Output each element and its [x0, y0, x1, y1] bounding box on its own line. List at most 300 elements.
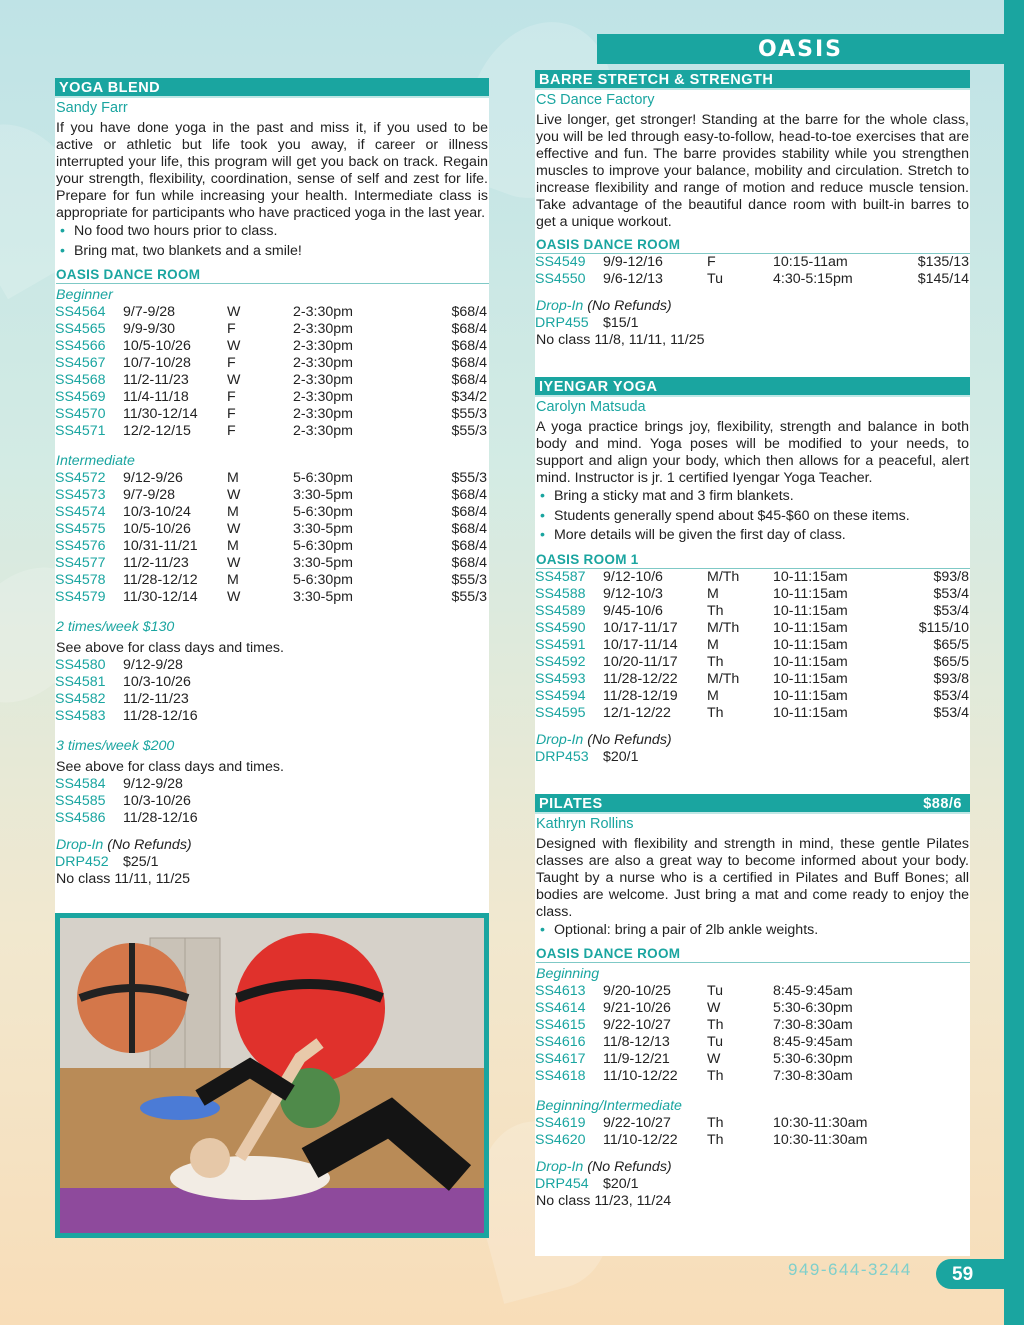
class-time: 10:15-11am: [773, 254, 848, 270]
dropin-note: (No Refunds): [587, 731, 672, 748]
class-time: 10:30-11:30am: [773, 1132, 868, 1148]
level-label: Beginning/Intermediate: [536, 1098, 682, 1114]
class-dates: 11/4-11/18: [123, 389, 189, 405]
instructor-name: Sandy Farr: [56, 100, 128, 116]
class-row: [535, 705, 970, 722]
class-code[interactable]: SS4594: [535, 687, 586, 704]
class-dates: 9/21-10/26: [603, 1000, 671, 1016]
package-label: 3 times/week $200: [56, 738, 175, 754]
class-dates: 9/12-9/28: [123, 657, 183, 673]
instructor-name: CS Dance Factory: [536, 92, 655, 108]
class-day: M: [707, 687, 719, 704]
class-list: [55, 470, 489, 606]
class-code[interactable]: SS4595: [535, 704, 586, 721]
class-code[interactable]: SS4620: [535, 1132, 586, 1148]
class-dates: 9/7-9/28: [123, 304, 176, 320]
class-dates: 10/17-11/14: [603, 636, 678, 653]
class-fee: $68/4: [451, 504, 487, 520]
class-day: M: [227, 504, 239, 520]
dropin-line: [536, 1159, 970, 1176]
class-dates: 9/12-10/6: [603, 568, 663, 585]
section-banner: OASIS: [597, 34, 1004, 64]
class-day: M: [227, 538, 239, 554]
class-time: 7:30-8:30am: [773, 1068, 853, 1084]
class-code[interactable]: DRP453: [535, 748, 589, 765]
dropin-note: (No Refunds): [107, 837, 192, 853]
photo-content: [60, 918, 484, 1233]
room-heading: OASIS ROOM 1: [536, 552, 970, 569]
dropin-row: [55, 854, 489, 871]
class-day: Th: [707, 704, 724, 721]
class-day: W: [227, 487, 241, 503]
class-day: F: [227, 423, 236, 439]
photo-illustration: [60, 918, 484, 1233]
class-day: M: [707, 585, 719, 602]
class-code[interactable]: SS4616: [535, 1034, 586, 1050]
class-row: [55, 674, 489, 691]
class-day: F: [227, 355, 236, 371]
class-fee: $68/4: [451, 487, 487, 503]
class-day: F: [227, 406, 236, 422]
class-day: M/Th: [707, 619, 740, 636]
class-dates: 12/2-12/15: [123, 423, 191, 439]
class-dates: 11/2-11/23: [123, 372, 189, 388]
class-fee: $93/8: [933, 670, 969, 687]
class-list: [55, 776, 489, 827]
class-fee: $53/4: [933, 704, 969, 721]
class-fee: $145/14: [917, 271, 969, 287]
class-day: Th: [707, 653, 724, 670]
class-day: W: [707, 1000, 721, 1016]
class-time: 10:30-11:30am: [773, 1115, 868, 1131]
class-time: 10-11:15am: [773, 670, 848, 687]
class-code[interactable]: SS4567: [55, 355, 106, 371]
class-code[interactable]: SS4578: [55, 572, 106, 588]
class-fee: $55/3: [451, 406, 487, 422]
section-price: $88/6: [923, 795, 962, 812]
class-day: W: [227, 304, 241, 320]
package-note: See above for class days and times.: [56, 759, 284, 775]
class-dates: 9/12-10/3: [603, 585, 663, 602]
class-dates: 10/20-11/17: [603, 653, 678, 670]
class-dates: 11/9-12/21: [603, 1051, 670, 1067]
class-code[interactable]: SS4574: [55, 504, 106, 520]
class-dates: 11/2-11/23: [123, 691, 189, 707]
class-row: [55, 321, 489, 338]
class-code[interactable]: SS4570: [55, 406, 106, 422]
class-time: 10-11:15am: [773, 568, 848, 585]
class-time: 5-6:30pm: [293, 504, 353, 520]
class-fee: $53/4: [933, 602, 969, 619]
class-day: W: [227, 589, 241, 605]
class-dates: 10/7-10/28: [123, 355, 191, 371]
class-row: [55, 389, 489, 406]
yoga-blend-section: [55, 78, 489, 914]
class-row: [55, 423, 489, 440]
class-dates: 11/30-12/14: [123, 406, 198, 422]
class-code[interactable]: SS4565: [55, 321, 106, 337]
class-row: [55, 657, 489, 674]
class-dates: 10/31-11/21: [123, 538, 198, 554]
class-row: [55, 776, 489, 793]
class-dates: 11/30-12/14: [123, 589, 198, 605]
class-row: [55, 691, 489, 708]
class-day: Tu: [707, 983, 724, 999]
class-code[interactable]: SS4583: [55, 708, 106, 724]
class-code[interactable]: SS4569: [55, 389, 106, 405]
class-fee: $135/13: [917, 254, 969, 270]
room-heading: OASIS DANCE ROOM: [536, 946, 970, 963]
class-code[interactable]: SS4550: [535, 271, 586, 287]
class-code[interactable]: SS4586: [55, 810, 106, 826]
dropin-label: Drop-In: [536, 731, 584, 748]
class-code[interactable]: SS4614: [535, 1000, 586, 1016]
section-header: [535, 377, 970, 397]
bullet-item: • Bring a sticky mat and 3 firm blankets.: [540, 487, 970, 507]
class-time: 5:30-6:30pm: [773, 1000, 853, 1016]
instructor-name: Kathryn Rollins: [536, 815, 634, 832]
class-time: 3:30-5pm: [293, 521, 353, 537]
class-code[interactable]: SS4591: [535, 636, 586, 653]
class-code[interactable]: SS4564: [55, 304, 106, 320]
class-row: [55, 708, 489, 725]
class-code[interactable]: SS4549: [535, 254, 586, 270]
class-dates: 9/9-12/16: [603, 254, 663, 270]
class-dates: 9/6-12/13: [603, 271, 663, 287]
class-day: M/Th: [707, 568, 740, 585]
class-fee: $68/4: [451, 321, 487, 337]
class-row: [535, 1000, 970, 1017]
class-day: Th: [707, 1017, 724, 1033]
class-code[interactable]: SS4568: [55, 372, 106, 388]
class-fee: $68/4: [451, 338, 487, 354]
class-code[interactable]: SS4619: [535, 1115, 586, 1131]
class-row: [55, 521, 489, 538]
class-time: 2-3:30pm: [293, 372, 353, 388]
class-code[interactable]: SS4617: [535, 1051, 586, 1067]
class-fee: $68/4: [451, 372, 487, 388]
class-time: 2-3:30pm: [293, 304, 353, 320]
class-row: [55, 555, 489, 572]
class-time: 7:30-8:30am: [773, 1017, 853, 1033]
dropin-label: Drop-In: [536, 1159, 584, 1175]
instructor-name: Carolyn Matsuda: [536, 399, 646, 415]
class-time: 10-11:15am: [773, 687, 848, 704]
class-dates: 11/28-12/22: [603, 670, 678, 687]
class-time: 2-3:30pm: [293, 355, 353, 371]
class-fee: $115/10: [918, 619, 969, 636]
class-dates: 9/20-10/25: [603, 983, 671, 999]
class-dates: 10/3-10/26: [123, 674, 191, 690]
class-row: [535, 1034, 970, 1051]
class-row: [535, 1115, 970, 1132]
class-list: [55, 304, 489, 440]
class-row: [535, 654, 970, 671]
class-dates: 10/5-10/26: [123, 521, 191, 537]
class-row: [55, 372, 489, 389]
class-row: [535, 569, 970, 586]
class-fee: $53/4: [933, 687, 969, 704]
class-row: [535, 983, 970, 1000]
class-row: [55, 470, 489, 487]
class-time: 10-11:15am: [773, 602, 848, 619]
class-fee: $68/4: [451, 355, 487, 371]
dropin-label: Drop-In: [536, 298, 584, 314]
class-dates: 9/7-9/28: [123, 487, 176, 503]
class-fee: $68/4: [451, 555, 487, 571]
class-fee: $20/1: [603, 1176, 639, 1192]
class-dates: 10/3-10/26: [123, 793, 191, 809]
dropin-row: [535, 315, 970, 332]
class-dates: 9/22-10/27: [603, 1115, 671, 1131]
dropin-note: (No Refunds): [587, 298, 672, 314]
class-dates: 10/5-10/26: [123, 338, 191, 354]
class-day: M: [227, 572, 239, 588]
class-time: 3:30-5pm: [293, 555, 353, 571]
class-dates: 11/28-12/12: [123, 572, 198, 588]
class-fee: $93/8: [933, 568, 969, 585]
class-row: [55, 304, 489, 321]
class-row: [55, 538, 489, 555]
room-heading: OASIS DANCE ROOM: [536, 237, 970, 254]
class-code[interactable]: DRP455: [535, 315, 589, 331]
class-day: Th: [707, 1068, 724, 1084]
class-fee: $55/3: [451, 572, 487, 588]
class-day: W: [227, 521, 241, 537]
class-day: F: [707, 254, 716, 270]
class-code[interactable]: DRP452: [55, 854, 109, 870]
room-heading: OASIS DANCE ROOM: [56, 267, 489, 284]
class-row: [535, 1068, 970, 1085]
class-day: W: [227, 338, 241, 354]
class-dates: 11/2-11/23: [123, 555, 189, 571]
class-row: [55, 338, 489, 355]
class-time: 2-3:30pm: [293, 338, 353, 354]
class-dates: 11/28-12/16: [123, 810, 198, 826]
no-class-note: No class 11/23, 11/24: [536, 1193, 672, 1209]
no-class-note: No class 11/11, 11/25: [56, 871, 191, 887]
class-fee: $55/3: [451, 589, 487, 605]
class-dates: 10/17-11/17: [603, 619, 678, 636]
bullet-item: • Students generally spend about $45-$60 on these items.: [540, 507, 970, 527]
class-description: Designed with flexibility and strength in mind, these gentle Pilates classes are also a great way to become informed about your body. Taught by a nurse who is a certified in Pilates and Buff Bones; all bodies are welcome. Just bring a mat and come ready to enjoy the class.: [536, 835, 969, 920]
class-code[interactable]: SS4566: [55, 338, 106, 354]
right-column: [535, 70, 970, 1256]
dropin-row: [535, 1176, 970, 1193]
class-time: 10-11:15am: [773, 653, 848, 670]
page-edge-strip: [1004, 0, 1024, 1325]
bullet-item: • More details will be given the first day of class.: [540, 526, 970, 546]
class-code[interactable]: SS4573: [55, 487, 106, 503]
class-row: [535, 620, 970, 637]
class-time: 10-11:15am: [773, 636, 848, 653]
class-code[interactable]: SS4590: [535, 619, 586, 636]
class-row: [55, 487, 489, 504]
class-day: M: [707, 636, 719, 653]
section-title: PILATES: [539, 795, 603, 812]
class-row: [55, 793, 489, 810]
class-row: [55, 589, 489, 606]
dropin-row: [535, 749, 970, 766]
dropin-label: Drop-In: [56, 837, 104, 853]
class-code[interactable]: SS4615: [535, 1017, 586, 1033]
class-code[interactable]: SS4581: [55, 674, 106, 690]
class-code[interactable]: SS4577: [55, 555, 106, 571]
class-time: 5:30-6:30pm: [773, 1051, 853, 1067]
class-row: [535, 1132, 970, 1149]
class-row: [535, 254, 970, 271]
class-row: [535, 1051, 970, 1068]
class-code[interactable]: SS4579: [55, 589, 106, 605]
class-day: Tu: [707, 1034, 724, 1050]
class-fee: $68/4: [451, 304, 487, 320]
class-row: [55, 406, 489, 423]
class-row: [55, 810, 489, 827]
class-time: 5-6:30pm: [293, 572, 353, 588]
class-code[interactable]: SS4613: [535, 983, 586, 999]
class-day: W: [227, 555, 241, 571]
bullet-item: • Bring mat, two blankets and a smile!: [60, 242, 489, 262]
class-code[interactable]: SS4575: [55, 521, 106, 537]
class-list: [55, 657, 489, 725]
class-code[interactable]: SS4589: [535, 602, 586, 619]
dropin-note: (No Refunds): [587, 1159, 672, 1175]
bullet-item: • Optional: bring a pair of 2lb ankle weights.: [540, 921, 970, 941]
class-row: [535, 271, 970, 288]
class-time: 2-3:30pm: [293, 423, 353, 439]
section-header: [535, 70, 970, 90]
level-label: Intermediate: [56, 453, 135, 469]
class-day: W: [707, 1051, 721, 1067]
class-day: Th: [707, 1115, 724, 1131]
class-dates: 12/1-12/22: [603, 704, 671, 721]
class-fee: $55/3: [451, 470, 487, 486]
class-time: 8:45-9:45am: [773, 1034, 853, 1050]
class-fee: $15/1: [603, 315, 639, 331]
class-dates: 9/45-10/6: [603, 602, 663, 619]
class-code[interactable]: SS4580: [55, 657, 106, 673]
class-code[interactable]: SS4576: [55, 538, 106, 554]
class-dates: 9/22-10/27: [603, 1017, 671, 1033]
class-fee: $53/4: [933, 585, 969, 602]
class-row: [55, 355, 489, 372]
class-row: [535, 688, 970, 705]
class-code[interactable]: SS4593: [535, 670, 586, 687]
pilates-ball-photo: [55, 913, 489, 1238]
class-time: 4:30-5:15pm: [773, 271, 853, 287]
class-description: If you have done yoga in the past and miss it, if you used to be active or athletic but life took you away, if career or illness interrupted your life, this program will get you back on track. Regain your strength, flexibility, coordination, sense of self and zest for life. Prepare for fun while increasing your health. Intermediate class is appropriate for participants who have practiced yoga in the last year.: [56, 120, 488, 221]
class-time: 3:30-5pm: [293, 487, 353, 503]
class-row: [535, 637, 970, 654]
page-number: 59: [936, 1259, 1004, 1289]
section-title: YOGA BLEND: [59, 80, 161, 96]
class-time: 5-6:30pm: [293, 470, 353, 486]
class-row: [55, 572, 489, 589]
class-fee: $68/4: [451, 538, 487, 554]
class-day: Tu: [707, 271, 724, 287]
class-time: 10-11:15am: [773, 619, 848, 636]
class-dates: 10/3-10/24: [123, 504, 191, 520]
class-dates: 9/12-9/28: [123, 776, 183, 792]
class-description: Live longer, get stronger! Standing at the barre for the whole class, you will be led through easy-to-follow, head-to-toe exercises that are effective and fun. The barre provides stability while you strengthen muscles to improve your balance, mobility and circulation. Stretch to increase flexibility and range of motion and reduce muscle tension. Take advantage of the beautiful dance room with built-in barres to get a unique workout.: [536, 112, 969, 230]
section-title: BARRE STRETCH & STRENGTH: [539, 72, 774, 88]
class-fee: $68/4: [451, 521, 487, 537]
class-dates: 11/28-12/16: [123, 708, 198, 724]
class-day: Th: [707, 602, 724, 619]
class-row: [535, 603, 970, 620]
section-title: IYENGAR YOGA: [539, 379, 658, 395]
class-fee: $34/2: [451, 389, 487, 405]
class-code[interactable]: DRP454: [535, 1176, 589, 1192]
bullet-item: • No food two hours prior to class.: [60, 222, 489, 242]
class-time: 5-6:30pm: [293, 538, 353, 554]
class-list: [535, 983, 970, 1085]
class-row: [55, 504, 489, 521]
class-day: W: [227, 372, 241, 388]
class-code[interactable]: SS4571: [55, 423, 106, 439]
class-code[interactable]: SS4584: [55, 776, 106, 792]
class-day: F: [227, 321, 236, 337]
class-time: 3:30-5pm: [293, 589, 353, 605]
class-fee: $55/3: [451, 423, 487, 439]
class-day: M/Th: [707, 670, 740, 687]
class-dates: 11/10-12/22: [603, 1068, 678, 1084]
class-fee: $65/5: [933, 636, 969, 653]
class-fee: $20/1: [603, 748, 639, 765]
class-code[interactable]: SS4618: [535, 1068, 586, 1084]
class-code[interactable]: SS4585: [55, 793, 106, 809]
class-description: A yoga practice brings joy, flexibility, strength and balance in both body and mind. Yoga poses will be modified to your needs, to support and align your body, which then allows for a peaceful, alert mind. Instructor is jr. 1 certified Iyengar Yoga Teacher.: [536, 419, 969, 486]
class-row: [535, 671, 970, 688]
class-dates: 9/12-9/26: [123, 470, 183, 486]
class-code[interactable]: SS4588: [535, 585, 586, 602]
dropin-line: [56, 837, 489, 854]
no-class-note: No class 11/8, 11/11, 11/25: [536, 332, 705, 348]
class-row: [535, 1017, 970, 1034]
class-time: 2-3:30pm: [293, 321, 353, 337]
section-header: [535, 794, 970, 814]
class-time: 10-11:15am: [773, 585, 848, 602]
package-label: 2 times/week $130: [56, 619, 175, 635]
class-row: [535, 586, 970, 603]
class-time: 8:45-9:45am: [773, 983, 853, 999]
phone-number: 949-644-3244: [788, 1260, 912, 1279]
class-list: [535, 254, 970, 288]
class-time: 2-3:30pm: [293, 389, 353, 405]
dropin-line: [536, 298, 970, 315]
dropin-line: [536, 732, 970, 749]
class-dates: 11/10-12/22: [603, 1132, 678, 1148]
class-dates: 11/8-12/13: [603, 1034, 670, 1050]
class-code[interactable]: SS4592: [535, 653, 586, 670]
section-header: [55, 78, 489, 98]
level-label: Beginning: [536, 966, 600, 982]
class-dates: 9/9-9/30: [123, 321, 176, 337]
class-day: M: [227, 470, 239, 486]
class-list: [535, 1115, 970, 1149]
class-list: [535, 569, 970, 722]
class-dates: 11/28-12/19: [603, 687, 678, 704]
level-label: Beginner: [56, 287, 113, 303]
class-day: F: [227, 389, 236, 405]
class-code[interactable]: SS4582: [55, 691, 106, 707]
class-fee: $65/5: [933, 653, 969, 670]
class-time: 10-11:15am: [773, 704, 848, 721]
package-note: See above for class days and times.: [56, 640, 284, 656]
class-time: 2-3:30pm: [293, 406, 353, 422]
class-code[interactable]: SS4572: [55, 470, 106, 486]
class-code[interactable]: SS4587: [535, 568, 586, 585]
